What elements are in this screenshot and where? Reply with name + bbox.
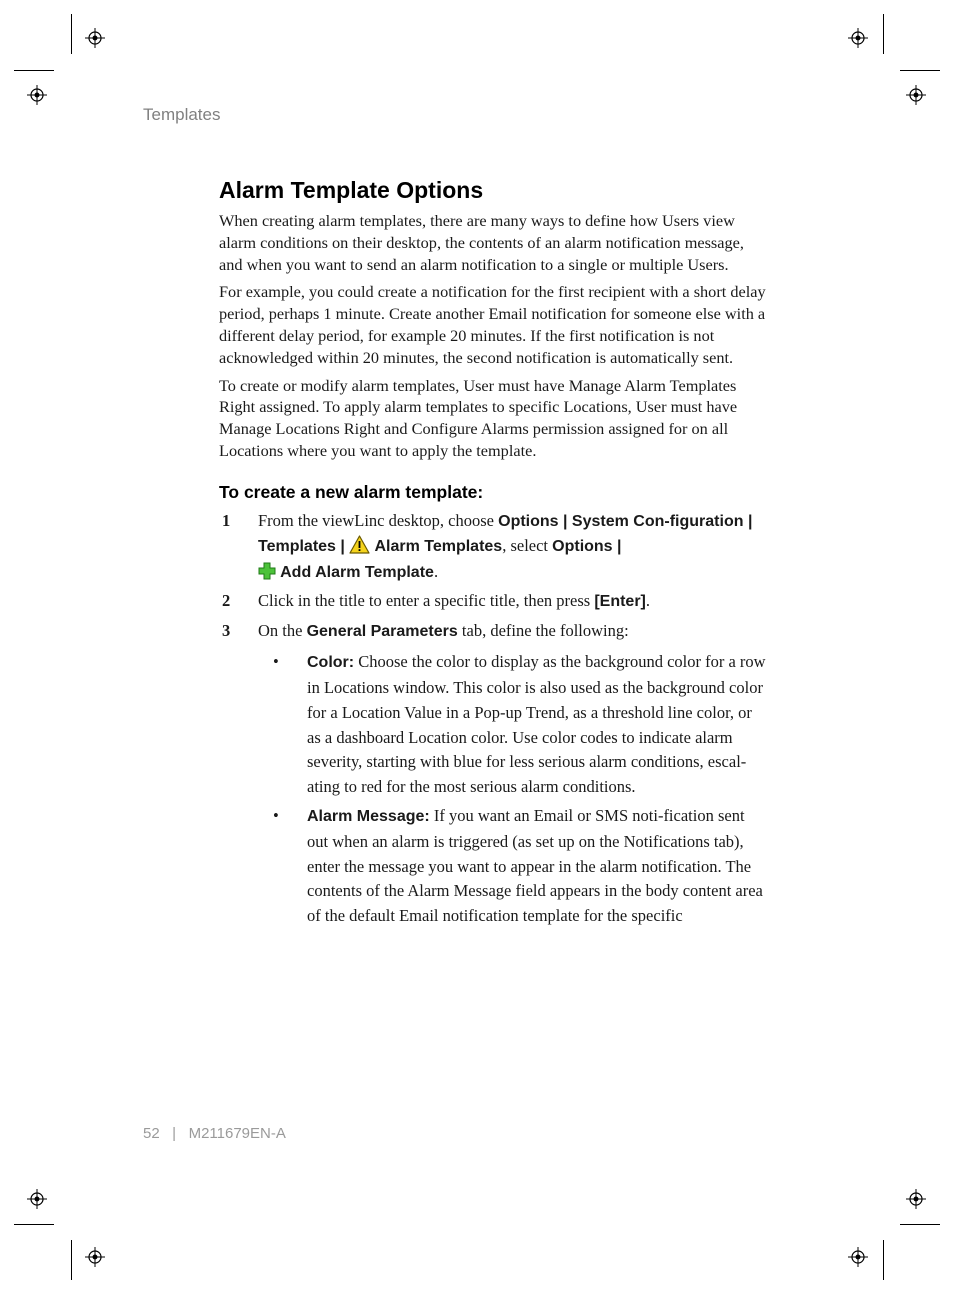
crop-mark — [71, 1240, 72, 1280]
crop-mark — [883, 14, 884, 54]
page-footer: 52 | M211679EN-A — [143, 1125, 286, 1142]
paragraph: To create or modify alarm templates, User must have Manage Alarm Templates Right assigned. To apply alarm templates to specific Locations, User must have Manage Locations Right and Configure Alarms permission assigned for on all Locations where you want to apply the template. — [219, 375, 738, 460]
green-plus-icon — [258, 562, 276, 580]
list-item — [258, 804, 769, 929]
bullet-text: Choose the color to display as the background color for a row in Locations window. This color is also used as the background color for a Location Value in a Pop-up Trend, as a threshold line color, or as a dashboard Location color. Use color codes to indicate alarm severity, starting with blue for less serious alarm conditions, escal-ating to red for the most serious alarm conditions. — [307, 652, 766, 797]
bullet-text: If you want an Email or SMS noti-fication sent out when an alarm is triggered (as set up on the Notifications tab), enter the message you want to appear in the alarm notification. The contents of the Alarm Message field appears in the body content area of the default Email notification template for the specific — [307, 806, 763, 926]
bullet-dot: • — [273, 806, 279, 826]
crop-mark — [71, 14, 72, 54]
bullet-label: Alarm Message: — [307, 808, 430, 826]
bullet-list — [258, 650, 769, 929]
paragraph: When creating alarm templates, there are many ways to define how Users view alarm conditions on their desktop, the contents of an alarm notification message, and when you want to send an alarm notification to a single or multiple Users. — [219, 211, 744, 274]
procedure-step — [219, 509, 769, 586]
procedure-step — [219, 589, 769, 615]
registration-mark-icon — [85, 1247, 105, 1267]
step-text: tab, define the following: — [457, 620, 629, 640]
page-title: Alarm Template Options — [219, 177, 484, 203]
registration-mark-icon — [906, 85, 926, 105]
step-text: . — [645, 591, 651, 611]
paragraph: For example, you could create a notification for the first recipient with a short delay period, perhaps 1 minute. Create another Email notification for someone else with a different delay period, for example 20 minutes. If the first notification is not acknowledged within 20 minutes, the second notification is automatically sent. — [219, 282, 766, 367]
add-alarm-template-label: Add Alarm Template — [280, 563, 434, 581]
registration-mark-icon — [848, 28, 868, 48]
page-content — [219, 177, 769, 933]
bullet-label: Color: — [307, 654, 355, 672]
registration-mark-icon — [27, 1189, 47, 1209]
step-text: . — [433, 561, 439, 581]
crop-mark — [14, 70, 54, 71]
running-head: Templates — [143, 105, 221, 124]
step-number: 2 — [222, 591, 231, 611]
general-parameters-label: General Parameters — [306, 622, 458, 640]
step-text: From the viewLinc desktop, choose — [258, 510, 499, 530]
crop-mark — [14, 1224, 54, 1225]
registration-mark-icon — [848, 1247, 868, 1267]
registration-mark-icon — [906, 1189, 926, 1209]
alarm-templates-label: Alarm Templates — [374, 538, 503, 556]
crop-mark — [883, 1240, 884, 1280]
options-label: Options | — [552, 538, 622, 556]
step-text: , select — [502, 536, 553, 556]
enter-key-label: [Enter] — [594, 593, 646, 611]
registration-mark-icon — [27, 85, 47, 105]
warning-triangle-icon — [349, 535, 370, 554]
procedure-step — [219, 619, 769, 929]
step-number: 3 — [222, 620, 231, 640]
procedure-heading: To create a new alarm template: — [219, 481, 484, 502]
bullet-dot: • — [273, 652, 279, 672]
menu-path: Options | System Con-figuration | Templates | — [258, 512, 753, 556]
crop-mark — [900, 1224, 940, 1225]
list-item — [258, 650, 769, 800]
registration-mark-icon — [85, 28, 105, 48]
crop-mark — [900, 70, 940, 71]
step-text: On the — [258, 620, 307, 640]
step-text: Click in the title to enter a specific title, then press — [258, 591, 595, 611]
step-number: 1 — [222, 510, 231, 530]
